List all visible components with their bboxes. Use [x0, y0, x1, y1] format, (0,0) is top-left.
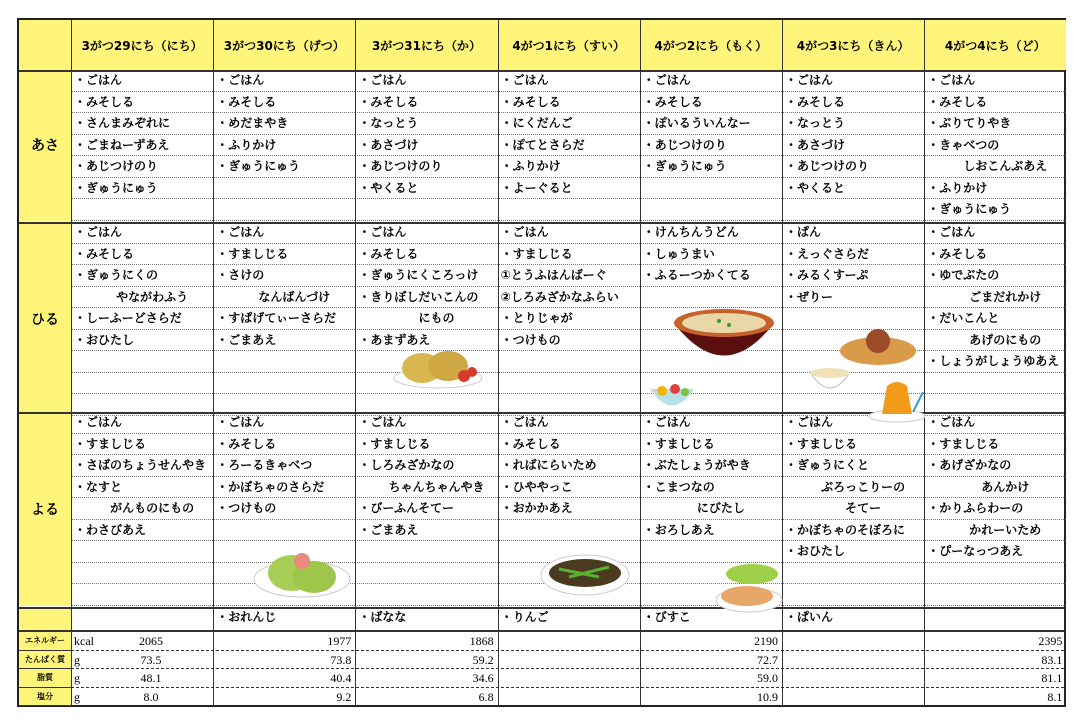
menu-item: [71, 584, 213, 606]
menu-item: ・すましじる: [640, 434, 782, 456]
menu-item: [355, 541, 497, 563]
menu-item: ・すましじる: [213, 244, 355, 266]
menu-item: ・やくると: [355, 178, 497, 200]
menu-item: ・ごはん: [640, 412, 782, 434]
menu-item: ・ぎゅうにくと: [782, 455, 924, 477]
menu-item: ・あじつけのり: [640, 135, 782, 157]
nutrition-value: 8.0: [143, 689, 159, 704]
ginger-pork-illustration: [714, 560, 784, 619]
nutrition-value: 48.1: [140, 671, 162, 685]
nutrition-value: 9.2: [336, 689, 352, 704]
menu-item: ・ごはん: [924, 412, 1066, 434]
menu-item: ・ごはん: [355, 70, 497, 92]
menu-item: ・ぎゅうにゅう: [213, 156, 355, 178]
menu-item: ・ごまねーずあえ: [71, 135, 213, 157]
nutrition-value: 1868: [469, 634, 494, 648]
menu-item: ・すましじる: [782, 434, 924, 456]
menu-item: ・しろみざかなの: [355, 455, 497, 477]
menu-item: ・ごはん: [924, 222, 1066, 244]
nutrition-value: 2065: [139, 634, 163, 648]
menu-item: ・さけの: [213, 265, 355, 287]
nutrition-unit: kcal: [74, 634, 94, 648]
menu-cell-hiru: [498, 222, 640, 416]
cabbage-roll-illustration: [252, 545, 352, 604]
menu-item: ・すましじる: [71, 434, 213, 456]
menu-item: ・みそしる: [213, 92, 355, 114]
menu-item: ・めだまやき: [213, 113, 355, 135]
nutrition-value: 2190: [753, 634, 778, 648]
menu-item: ・つけもの: [213, 498, 355, 520]
menu-item: [782, 563, 924, 585]
dessert-item: ・ぱいん: [785, 610, 834, 624]
menu-item: ・きゃべつの: [924, 135, 1066, 157]
menu-item: ちゃんちゃんやき: [355, 477, 497, 499]
menu-item: ・きりぼしだいこんの: [355, 287, 497, 309]
menu-item: ・すましじる: [355, 434, 497, 456]
menu-item: [213, 178, 355, 200]
menu-cell-yoru: [782, 412, 924, 606]
menu-item: [213, 520, 355, 542]
menu-item: ぶろっこりーの: [782, 477, 924, 499]
menu-item: ・あじつけのり: [71, 156, 213, 178]
day-header: 4がつ4にち（ど）: [924, 20, 1066, 70]
menu-item: ・みそしる: [924, 244, 1066, 266]
dessert-cell: [782, 607, 924, 630]
menu-item: ・ごまあえ: [355, 520, 497, 542]
row-divider: [19, 607, 1064, 609]
menu-item: ・けんちんうどん: [640, 222, 782, 244]
day-header: 3がつ31にち（か）: [355, 20, 497, 70]
menu-item: ・ぎゅうにゅう: [640, 156, 782, 178]
menu-item: ・おひたし: [71, 330, 213, 352]
dessert-item: ・びすこ: [642, 610, 691, 624]
row-divider: [19, 70, 1064, 72]
menu-cell-hiru: [213, 222, 355, 416]
menu-item: [213, 199, 355, 221]
menu-item: ・しーふーどさらだ: [71, 308, 213, 330]
menu-item: ・すましじる: [498, 244, 640, 266]
menu-item: ・ごはん: [213, 70, 355, 92]
menu-item: ・しょうがしょうゆあえ: [924, 351, 1066, 373]
dessert-item: ・りんご: [500, 610, 549, 624]
menu-item: がんものにもの: [71, 498, 213, 520]
liver-stirfry-illustration: [539, 547, 631, 601]
menu-item: ・ぴーなっつあえ: [924, 541, 1066, 563]
nutrition-value: 8.1: [1047, 689, 1063, 704]
nutrition-value: 6.8: [478, 689, 494, 704]
menu-item: ・あじつけのり: [782, 156, 924, 178]
menu-cell-asa: [213, 70, 355, 221]
menu-item: ・みそしる: [355, 92, 497, 114]
column-divider: [924, 20, 925, 705]
menu-cell-hiru: [71, 222, 213, 416]
meal-label-hiru: ひる: [19, 222, 71, 416]
menu-item: ・おひたし: [782, 541, 924, 563]
nutrition-value: 72.7: [756, 652, 778, 667]
menu-item: ・ごはん: [71, 70, 213, 92]
menu-item: ・ごはん: [498, 412, 640, 434]
nutrition-value: 73.5: [140, 652, 162, 667]
dessert-cell: [71, 607, 213, 630]
menu-item: [640, 199, 782, 221]
menu-item: ・すましじる: [924, 434, 1066, 456]
dessert-cell: [498, 607, 640, 630]
menu-item: ・ふるーつかくてる: [640, 265, 782, 287]
menu-item: [71, 373, 213, 395]
menu-item: ・ごはん: [782, 412, 924, 434]
day-header: 4がつ1にち（すい）: [498, 20, 640, 70]
nutrition-value: 1977: [327, 634, 352, 648]
menu-item: ごまだれかけ: [924, 287, 1066, 309]
nutrition-value: 34.6: [472, 671, 494, 685]
nutrition-label: 脂質: [19, 669, 71, 688]
nutrition-value: 73.8: [330, 652, 352, 667]
menu-item: ・ごまあえ: [213, 330, 355, 352]
menu-item: ・ればにらいため: [498, 455, 640, 477]
menu-item: [71, 351, 213, 373]
menu-item: なんばんづけ: [213, 287, 355, 309]
menu-item: ・あさづけ: [782, 135, 924, 157]
menu-item: ・ぶりてりやき: [924, 113, 1066, 135]
menu-item: [498, 373, 640, 395]
menu-item: かれーいため: [924, 520, 1066, 542]
nutrition-unit: g: [74, 689, 80, 704]
column-divider: [213, 20, 214, 705]
menu-item: ・しゅうまい: [640, 244, 782, 266]
menu-item: ・だいこんと: [924, 308, 1066, 330]
menu-item: [640, 178, 782, 200]
menu-item: そてー: [782, 498, 924, 520]
dessert-cell: [355, 607, 497, 630]
menu-item: [355, 199, 497, 221]
menu-item: あげのにもの: [924, 330, 1066, 352]
menu-item: ・ぽてとさらだ: [498, 135, 640, 157]
nutrition-row-divider: [71, 687, 1064, 688]
menu-item: ①とうふはんばーぐ: [498, 265, 640, 287]
kenchin-udon-illustration: [669, 303, 779, 377]
menu-item: ・かぼちゃのさらだ: [213, 477, 355, 499]
nutrition-row-divider: [71, 668, 1064, 669]
menu-item: [498, 520, 640, 542]
menu-item: ・なっとう: [355, 113, 497, 135]
menu-item: [213, 351, 355, 373]
meal-label-dessert: [19, 607, 71, 630]
menu-item: ・ぱん: [782, 222, 924, 244]
menu-cell-asa: [924, 70, 1066, 221]
row-divider: [19, 222, 1064, 224]
menu-cell-asa: [498, 70, 640, 221]
menu-item: ・すぱげてぃーさらだ: [213, 308, 355, 330]
nutrition-unit: g: [74, 652, 80, 667]
menu-item: ・ぎゅうにゅう: [71, 178, 213, 200]
dessert-item: [71, 607, 213, 629]
menu-item: ・おかかあえ: [498, 498, 640, 520]
menu-item: ・こまつなの: [640, 477, 782, 499]
menu-item: [498, 199, 640, 221]
menu-item: ・ごはん: [355, 222, 497, 244]
menu-item: ・あげざかなの: [924, 455, 1066, 477]
menu-item: ・あまずあえ: [355, 330, 497, 352]
day-header: 3がつ29にち（にち）: [71, 20, 213, 70]
nutrition-value: 59.2: [472, 652, 494, 667]
menu-item: [355, 563, 497, 585]
menu-cell-asa: [782, 70, 924, 221]
nutrition-value: 81.1: [1041, 671, 1063, 685]
dessert-item: ・ばなな: [358, 610, 407, 624]
menu-item: ・ふりかけ: [213, 135, 355, 157]
menu-cell-yoru: [71, 412, 213, 606]
nutrition-value: 10.9: [756, 689, 778, 704]
meal-label-yoru: よる: [19, 412, 71, 606]
menu-cell-asa: [71, 70, 213, 221]
menu-item: [782, 584, 924, 606]
nutrition-value: 59.0: [756, 671, 778, 685]
column-divider: [355, 20, 356, 705]
menu-item: ・ぎゅうにくころっけ: [355, 265, 497, 287]
menu-item: ・ゆでぶたの: [924, 265, 1066, 287]
menu-item: [782, 199, 924, 221]
nutrition-label: たんぱく質: [19, 651, 71, 670]
menu-item: ・つけもの: [498, 330, 640, 352]
menu-item: ・みそしる: [498, 92, 640, 114]
menu-item: ・ぽいるういんなー: [640, 113, 782, 135]
menu-cell-yoru: [924, 412, 1066, 606]
day-header: 4がつ2にち（もく）: [640, 20, 782, 70]
menu-item: ・ごはん: [71, 222, 213, 244]
menu-item: ・みそしる: [924, 92, 1066, 114]
menu-item: ・みそしる: [498, 434, 640, 456]
menu-item: ・みそしる: [71, 92, 213, 114]
menu-cell-asa: [355, 70, 497, 221]
menu-item: ・あさづけ: [355, 135, 497, 157]
menu-item: ・よーぐると: [498, 178, 640, 200]
menu-item: ・おろしあえ: [640, 520, 782, 542]
menu-cell-yoru: [355, 412, 497, 606]
weekly-menu-table: [17, 18, 1066, 707]
menu-item: ・みそしる: [213, 434, 355, 456]
menu-item: ・みそしる: [355, 244, 497, 266]
menu-item: ・ふりかけ: [924, 178, 1066, 200]
menu-item: ・かりふらわーの: [924, 498, 1066, 520]
jelly-illustration: [867, 374, 927, 428]
nutrition-label: エネルギー: [19, 632, 71, 651]
nutrition-value: 2395: [1038, 634, 1063, 648]
meal-label-asa: あさ: [19, 70, 71, 221]
menu-item: にもの: [355, 308, 497, 330]
nutrition-value: 83.1: [1041, 652, 1063, 667]
menu-item: ・ひややっこ: [498, 477, 640, 499]
menu-item: ・ぎゅうにゅう: [924, 199, 1066, 221]
menu-item: ・ぎゅうにくの: [71, 265, 213, 287]
menu-item: ・みそしる: [782, 92, 924, 114]
menu-cell-asa: [640, 70, 782, 221]
menu-item: [924, 373, 1066, 395]
menu-item: にびたし: [640, 498, 782, 520]
menu-item: ・ごはん: [498, 70, 640, 92]
day-header: 3がつ30にち（げつ）: [213, 20, 355, 70]
menu-item: [213, 373, 355, 395]
menu-item: ・ろーるきゃべつ: [213, 455, 355, 477]
menu-item: ・みるくすーぷ: [782, 265, 924, 287]
menu-item: ・やくると: [782, 178, 924, 200]
menu-item: ・とりじゃが: [498, 308, 640, 330]
menu-item: ・ごはん: [782, 70, 924, 92]
menu-item: ・なっとう: [782, 113, 924, 135]
menu-item: ・みそしる: [71, 244, 213, 266]
croquette-illustration: [392, 342, 484, 394]
menu-item: あんかけ: [924, 477, 1066, 499]
menu-item: ・にくだんご: [498, 113, 640, 135]
menu-item: ・さんまみぞれに: [71, 113, 213, 135]
menu-item: [924, 584, 1066, 606]
menu-item: ・ぶたしょうがやき: [640, 455, 782, 477]
menu-item: ・びーふんそてー: [355, 498, 497, 520]
dessert-item: ・おれんじ: [216, 610, 277, 624]
nutrition-row-divider: [71, 650, 1064, 651]
menu-item: ・えっぐさらだ: [782, 244, 924, 266]
menu-item: [71, 199, 213, 221]
menu-item: ・かぼちゃのそぼろに: [782, 520, 924, 542]
menu-item: ・わさびあえ: [71, 520, 213, 542]
menu-item: ・ごはん: [213, 412, 355, 434]
column-divider: [71, 20, 72, 705]
menu-item: しおこんぶあえ: [924, 156, 1066, 178]
nutrition-label: 塩分: [19, 688, 71, 707]
header-corner: [19, 20, 71, 70]
menu-item: [355, 584, 497, 606]
menu-item: ・みそしる: [640, 92, 782, 114]
menu-cell-hiru: [924, 222, 1066, 416]
fruit-cocktail-illustration: [647, 377, 697, 421]
menu-item: ・あじつけのり: [355, 156, 497, 178]
column-divider: [498, 20, 499, 705]
menu-item: ・さばのちょうせんやき: [71, 455, 213, 477]
nutrition-unit: g: [74, 671, 80, 685]
milk-soup-illustration: [805, 364, 855, 400]
menu-item: ・ぜりー: [782, 287, 924, 309]
dessert-item: [924, 607, 1066, 629]
menu-item: [71, 541, 213, 563]
menu-item: ・ごはん: [213, 222, 355, 244]
dessert-cell: [213, 607, 355, 630]
menu-item: やながわふう: [71, 287, 213, 309]
menu-item: [498, 351, 640, 373]
nutrition-value: 40.4: [330, 671, 352, 685]
menu-item: ・ごはん: [71, 412, 213, 434]
menu-item: [71, 563, 213, 585]
menu-item: ・ごはん: [640, 70, 782, 92]
menu-item: ②しろみざかなふらい: [498, 287, 640, 309]
menu-item: ・ふりかけ: [498, 156, 640, 178]
menu-item: [924, 563, 1066, 585]
row-divider: [19, 630, 1064, 632]
day-header: 4がつ3にち（きん）: [782, 20, 924, 70]
column-divider: [640, 20, 641, 705]
dessert-cell: [924, 607, 1066, 630]
menu-item: ・ごはん: [924, 70, 1066, 92]
menu-item: ・ごはん: [355, 412, 497, 434]
menu-item: ・なすと: [71, 477, 213, 499]
menu-item: ・ごはん: [498, 222, 640, 244]
